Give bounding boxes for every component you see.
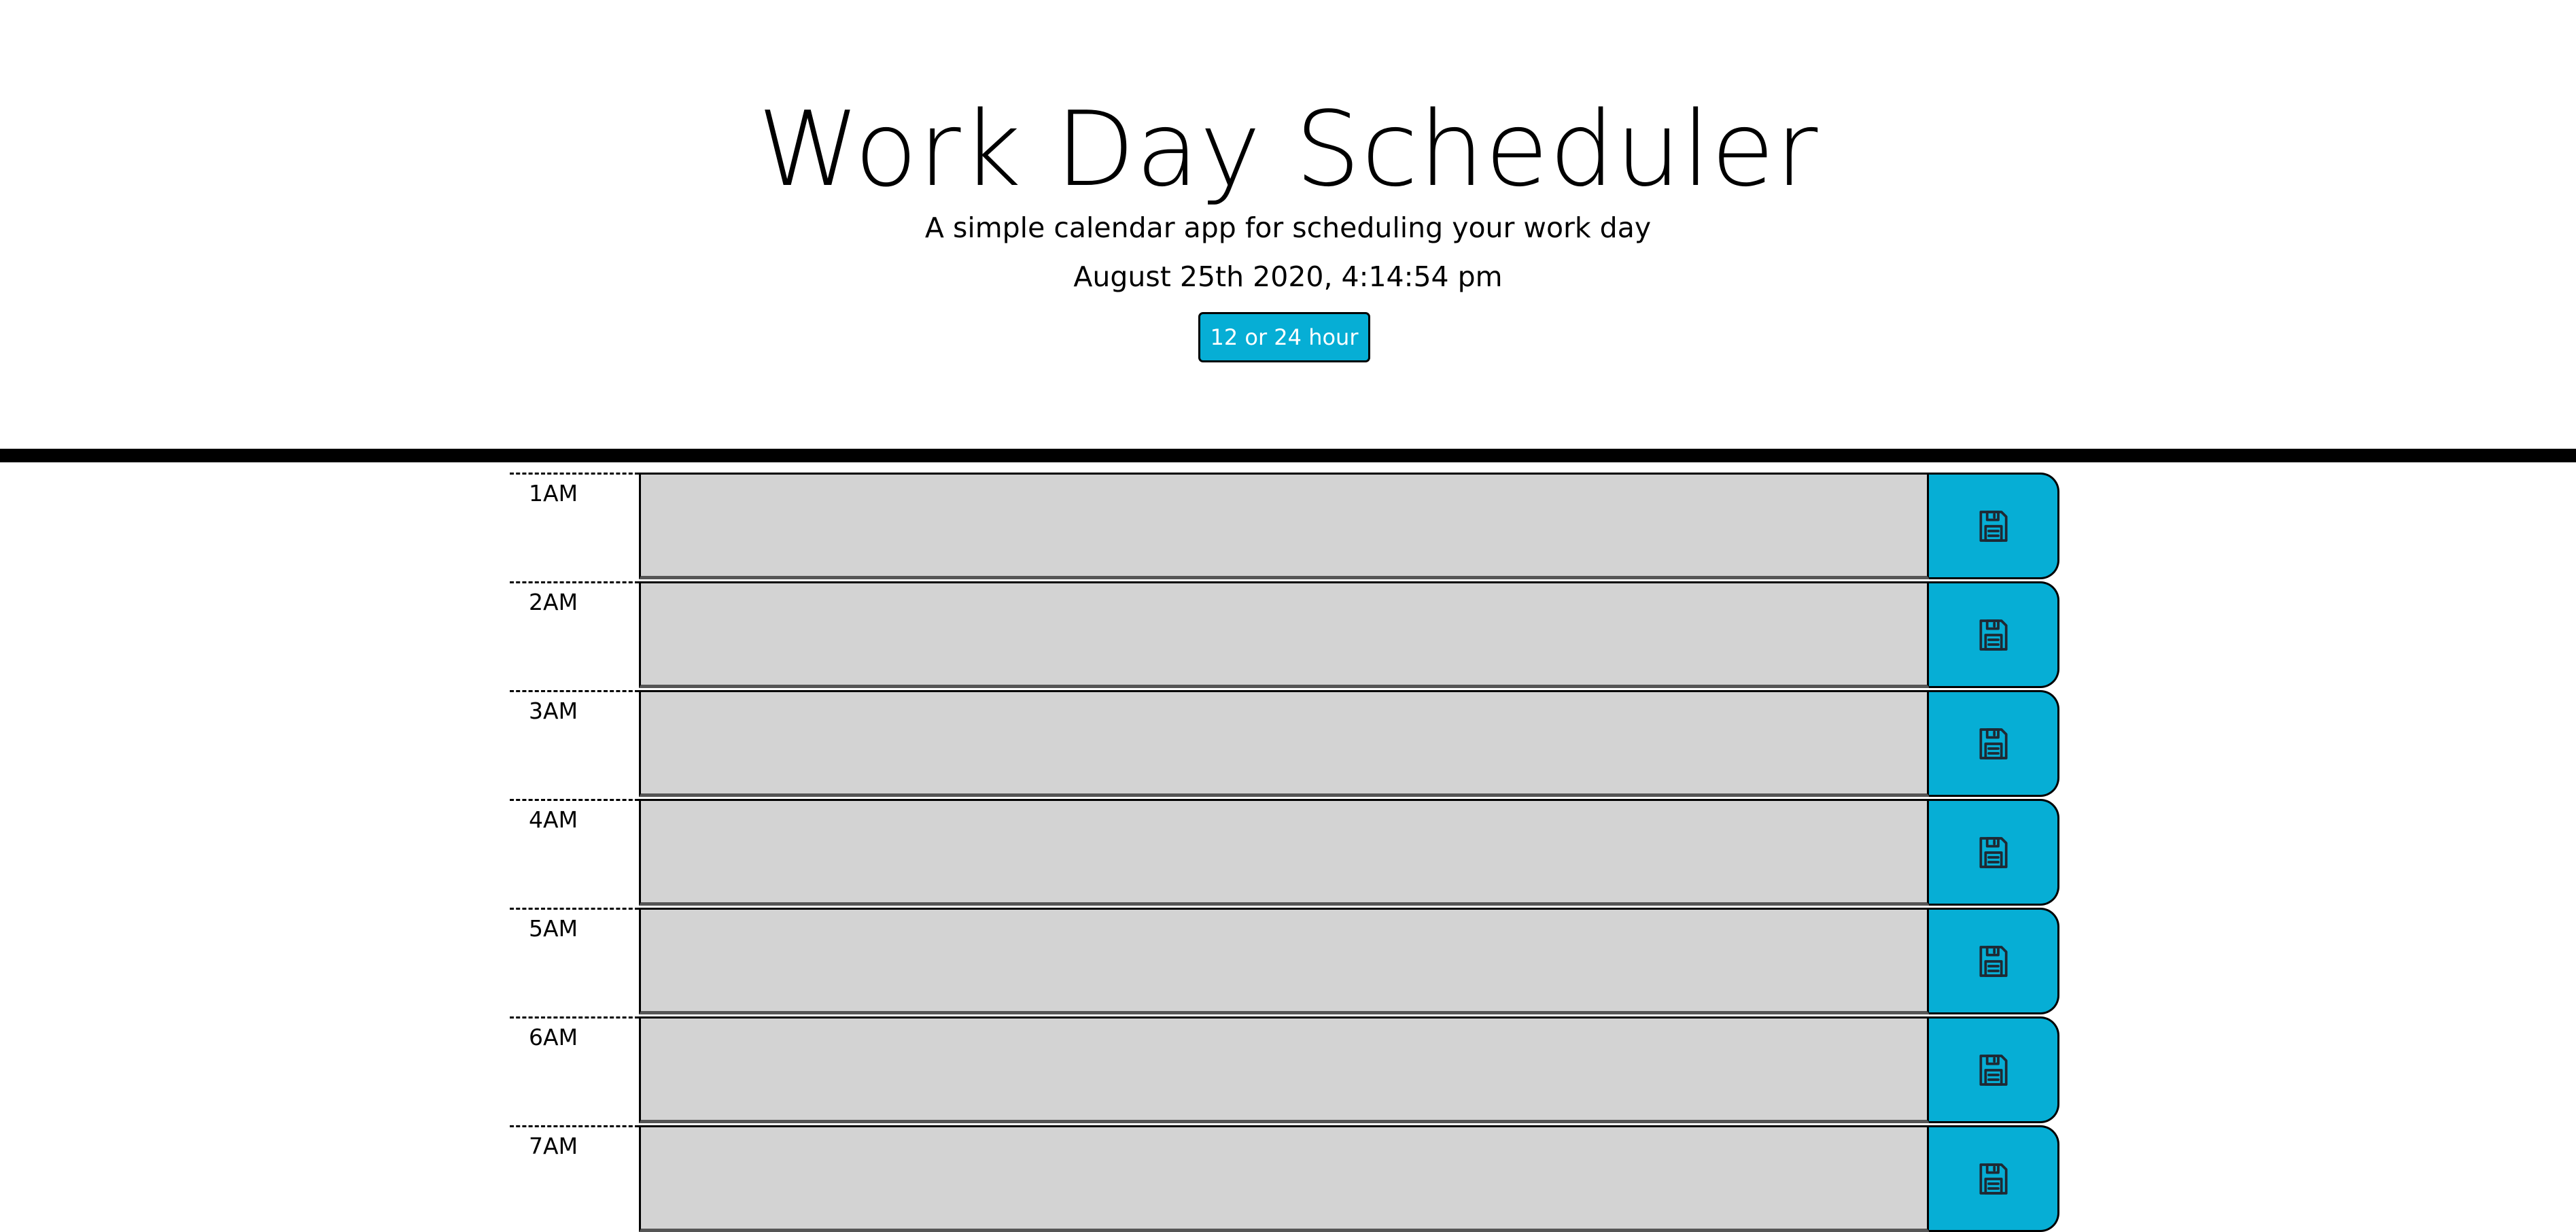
page-title: Work Day Scheduler xyxy=(757,89,1819,209)
event-description-input[interactable] xyxy=(639,799,1930,906)
event-description-input[interactable] xyxy=(639,473,1930,579)
save-icon xyxy=(1974,616,2013,654)
hour-label: 3AM xyxy=(510,690,639,789)
time-block-row xyxy=(0,571,2576,680)
current-date-time: August 25th 2020, 4:14:54 pm xyxy=(1073,260,1503,293)
header-divider xyxy=(0,449,2576,462)
hour-label: 1AM xyxy=(510,473,639,571)
save-button[interactable] xyxy=(1929,908,2059,1014)
save-button[interactable] xyxy=(1929,690,2059,797)
time-block-row xyxy=(0,897,2576,1006)
event-description-input[interactable] xyxy=(639,1016,1930,1123)
event-description-input[interactable] xyxy=(639,581,1930,688)
hour-label: 7AM xyxy=(510,1125,639,1224)
header xyxy=(0,0,2576,449)
time-block-row xyxy=(0,1006,2576,1115)
save-icon xyxy=(1974,1160,2013,1198)
save-icon xyxy=(1974,942,2013,980)
hour-label: 5AM xyxy=(510,908,639,1006)
event-description-input[interactable] xyxy=(639,908,1930,1014)
save-icon xyxy=(1974,834,2013,872)
event-description-input[interactable] xyxy=(639,1125,1930,1232)
hour-label: 4AM xyxy=(510,799,639,897)
save-icon xyxy=(1974,507,2013,545)
save-button[interactable] xyxy=(1929,473,2059,579)
time-block-row xyxy=(0,680,2576,789)
schedule xyxy=(0,462,2576,1232)
page-subtitle: A simple calendar app for scheduling your work day xyxy=(924,211,1652,244)
save-button[interactable] xyxy=(1929,581,2059,688)
time-block-row xyxy=(0,1115,2576,1224)
save-button[interactable] xyxy=(1929,799,2059,906)
save-icon xyxy=(1974,725,2013,763)
save-icon xyxy=(1974,1051,2013,1089)
save-button[interactable] xyxy=(1929,1125,2059,1232)
time-block-row xyxy=(0,462,2576,571)
hour-label: 6AM xyxy=(510,1016,639,1115)
time-format-toggle-button[interactable]: 12 or 24 hour xyxy=(1198,312,1370,362)
save-button[interactable] xyxy=(1929,1016,2059,1123)
event-description-input[interactable] xyxy=(639,690,1930,797)
time-block-row xyxy=(0,789,2576,897)
hour-label: 2AM xyxy=(510,581,639,680)
